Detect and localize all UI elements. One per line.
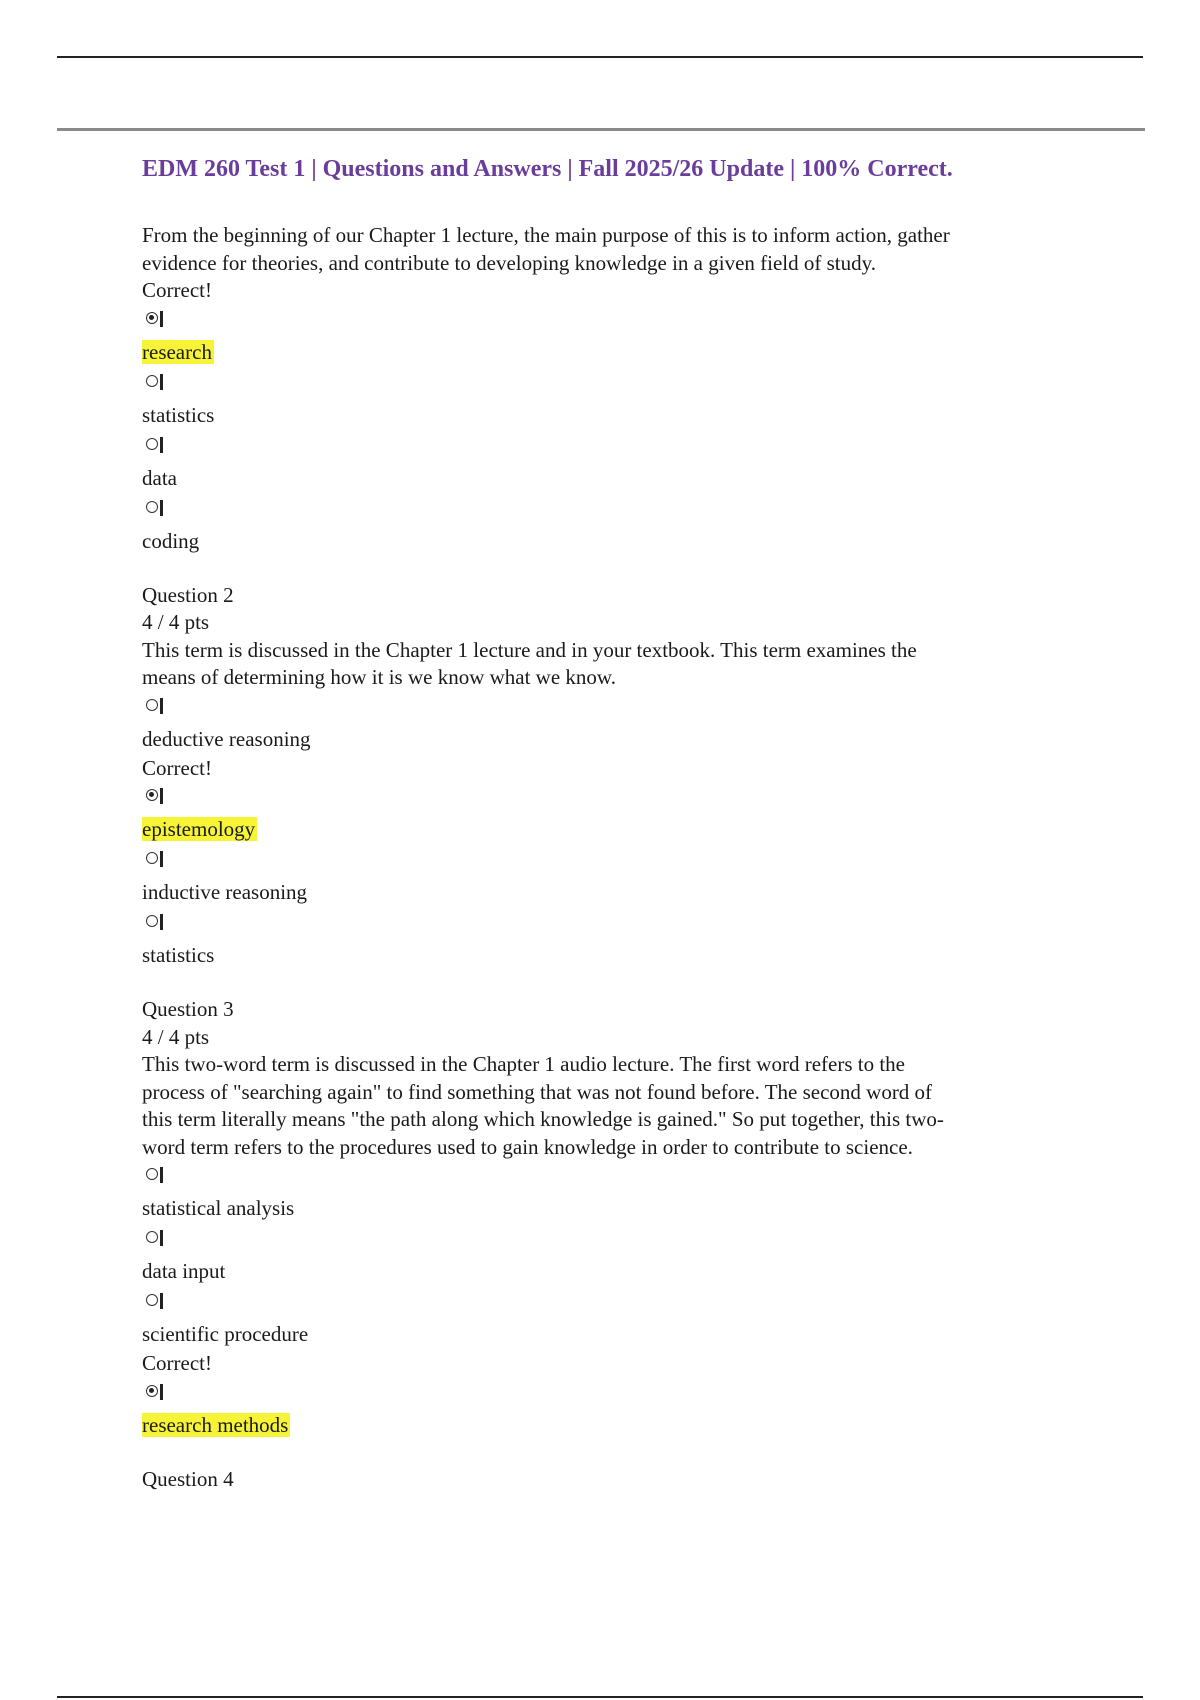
radio-selected-icon bbox=[146, 312, 158, 324]
option-radio-scientific-procedure[interactable] bbox=[142, 1287, 1062, 1321]
question-2-text-line: means of determining how it is we know what we know. bbox=[142, 665, 616, 689]
option-label-coding: coding bbox=[142, 528, 200, 553]
question-points: 4 / 4 pts bbox=[142, 1024, 210, 1049]
question-points: 4 / 4 pts bbox=[142, 610, 210, 634]
option-radio-data-input[interactable] bbox=[142, 1224, 1062, 1258]
option-label-statistics: statistics bbox=[142, 943, 215, 967]
option-radio-research[interactable] bbox=[142, 305, 1062, 339]
question-3-text-line: process of "searching again" to find something that was not found before. The second word of bbox=[142, 1079, 933, 1104]
question-3 bbox=[142, 996, 1062, 1440]
header-rule bbox=[57, 128, 1145, 131]
option-radio-deductive-reasoning[interactable] bbox=[142, 692, 1062, 726]
option-label-research-methods: research methods bbox=[142, 1412, 289, 1437]
radio-selected-icon bbox=[146, 789, 158, 801]
correct-label: Correct! bbox=[142, 1351, 212, 1375]
bottom-rule bbox=[57, 1696, 1143, 1698]
option-radio-coding[interactable] bbox=[142, 494, 1062, 528]
option-label-deductive-reasoning: deductive reasoning bbox=[142, 726, 311, 751]
option-radio-inductive-reasoning[interactable] bbox=[142, 845, 1062, 879]
question-header: Question 2 bbox=[142, 582, 234, 607]
question-1 bbox=[142, 222, 1062, 556]
radio-empty-icon bbox=[146, 852, 158, 864]
option-radio-statistics[interactable] bbox=[142, 368, 1062, 402]
radio-empty-icon bbox=[146, 1231, 158, 1243]
question-4 bbox=[142, 1466, 1062, 1494]
question-3-text-line: This two-word term is discussed in the Chapter 1 audio lecture. The first word refers to the bbox=[142, 1052, 906, 1076]
option-radio-statistical-analysis[interactable] bbox=[142, 1161, 1062, 1195]
radio-empty-icon bbox=[146, 375, 158, 387]
question-header: Question 4 bbox=[142, 1466, 234, 1491]
option-label-data: data bbox=[142, 465, 177, 490]
option-label-research: research bbox=[142, 339, 212, 364]
radio-empty-icon bbox=[146, 1294, 158, 1306]
option-label-statistical-analysis: statistical analysis bbox=[142, 1196, 295, 1220]
question-3-text-line: this term literally means "the path along which knowledge is gained." So put together, this two- bbox=[142, 1107, 944, 1131]
question-header: Question 3 bbox=[142, 997, 234, 1021]
radio-empty-icon bbox=[146, 915, 158, 927]
question-1-text-line: From the beginning of our Chapter 1 lecture, the main purpose of this is to inform action, gather bbox=[142, 223, 950, 247]
correct-label: Correct! bbox=[142, 278, 212, 302]
top-rule bbox=[57, 56, 1143, 58]
radio-empty-icon bbox=[146, 438, 158, 450]
option-label-data-input: data input bbox=[142, 1259, 226, 1283]
radio-empty-icon bbox=[146, 501, 158, 513]
question-2-text-line: This term is discussed in the Chapter 1 lecture and in your textbook. This term examines the bbox=[142, 637, 917, 662]
radio-empty-icon bbox=[146, 1168, 158, 1180]
option-label-scientific-procedure: scientific procedure bbox=[142, 1322, 309, 1346]
radio-empty-icon bbox=[146, 699, 158, 711]
document-title: EDM 260 Test 1 | Questions and Answers | Fall 2025/26 Update | 100% Correct. bbox=[142, 156, 953, 182]
question-1-text-line: evidence for theories, and contribute to developing knowledge in a given field of study. bbox=[142, 250, 877, 275]
question-3-text-line: word term refers to the procedures used to gain knowledge in order to contribute to science. bbox=[142, 1134, 913, 1159]
option-label-statistics: statistics bbox=[142, 402, 215, 427]
option-radio-data[interactable] bbox=[142, 431, 1062, 465]
option-label-epistemology: epistemology bbox=[142, 817, 256, 841]
option-radio-statistics[interactable] bbox=[142, 908, 1062, 942]
document-body bbox=[142, 154, 1062, 1493]
option-radio-epistemology[interactable] bbox=[142, 782, 1062, 816]
radio-selected-icon bbox=[146, 1385, 158, 1397]
question-2 bbox=[142, 582, 1062, 971]
option-label-inductive-reasoning: inductive reasoning bbox=[142, 880, 308, 904]
correct-label: Correct! bbox=[142, 755, 212, 780]
option-radio-research-methods[interactable] bbox=[142, 1378, 1062, 1412]
